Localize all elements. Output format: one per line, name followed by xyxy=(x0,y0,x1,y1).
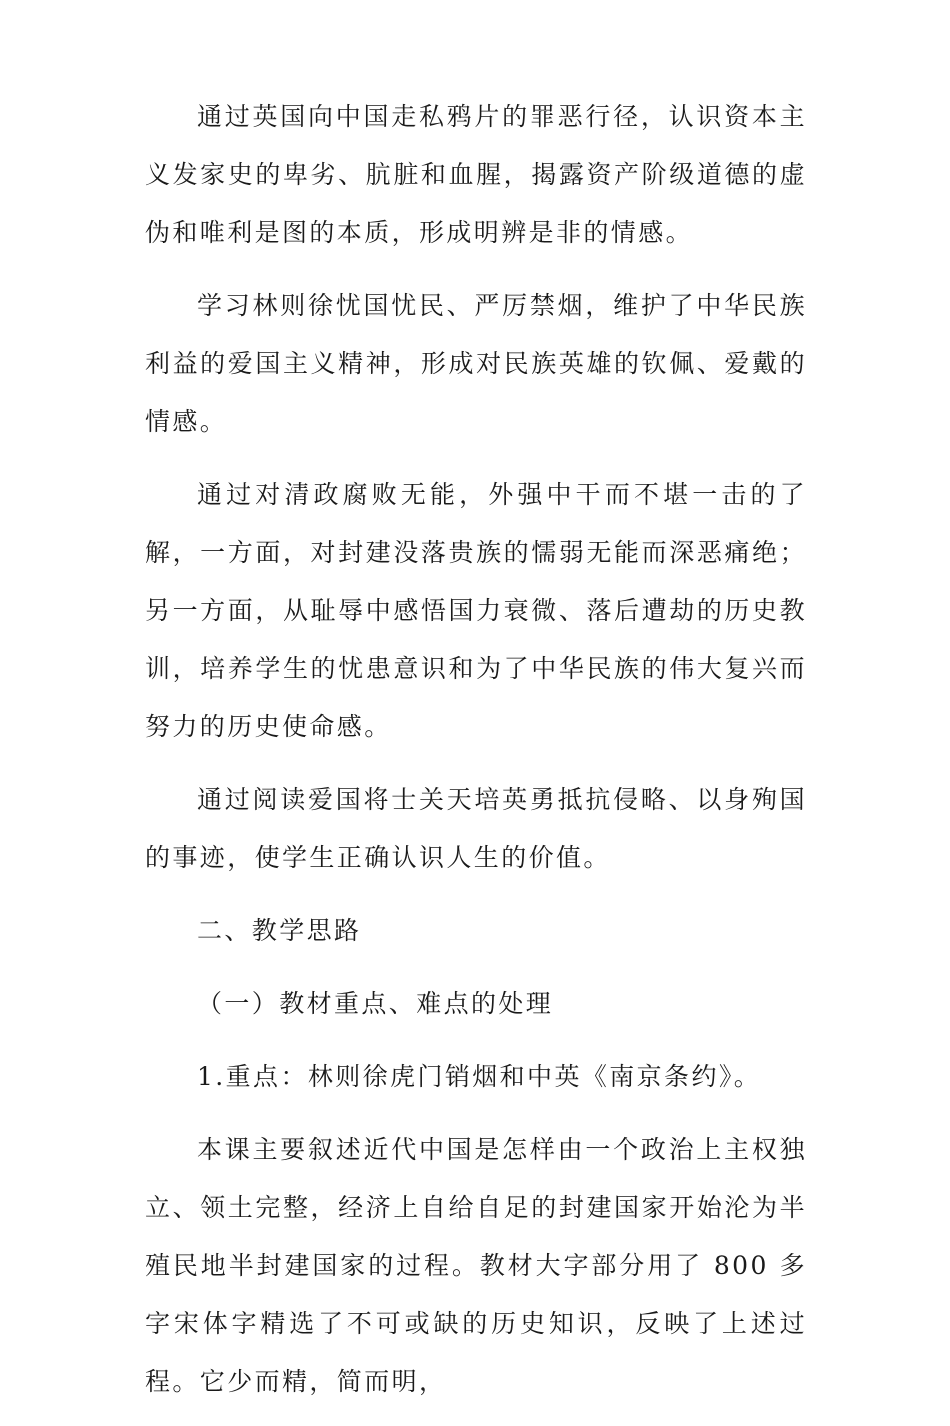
subsection-heading-key-points: （一）教材重点、难点的处理 xyxy=(197,989,554,1018)
paragraph-guan-tianpei: 通过阅读爱国将士关天培英勇抵抗侵略、以身殉国的事迹，使学生正确认识人生的价值。 xyxy=(145,785,807,872)
paragraph-qing-government: 通过对清政腐败无能，外强中干而不堪一击的了解，一方面，对封建没落贵族的懦弱无能而深恶痛绝；另一方面，从耻辱中感悟国力衰微、落后遭劫的历史教训，培养学生的忧患意识和为了中华民族的伟大复兴而努力的历史使命感。 xyxy=(145,480,807,741)
document-body xyxy=(145,88,807,1426)
paragraph-capitalism-critique: 通过英国向中国走私鸦片的罪恶行径，认识资本主义发家史的卑劣、肮脏和血腥，揭露资产阶级道德的虚伪和唯利是图的本质，形成明辨是非的情感。 xyxy=(145,102,807,247)
section-heading-teaching-approach: 二、教学思路 xyxy=(197,916,362,945)
paragraph-lin-zexu: 学习林则徐忧国忧民、严厉禁烟，维护了中华民族利益的爱国主义精神，形成对民族英雄的钦佩、爱戴的情感。 xyxy=(145,291,807,436)
paragraph-lesson-summary: 本课主要叙述近代中国是怎样由一个政治上主权独立、领土完整，经济上自给自足的封建国家开始沦为半殖民地半封建国家的过程。教材大字部分用了 800 多字宋体字精选了不可或缺的历史知识，反映了上述过程。它少而精，简而明， xyxy=(145,1135,807,1396)
key-point-item-1: 1.重点：林则徐虎门销烟和中英《南京条约》。 xyxy=(197,1062,762,1091)
